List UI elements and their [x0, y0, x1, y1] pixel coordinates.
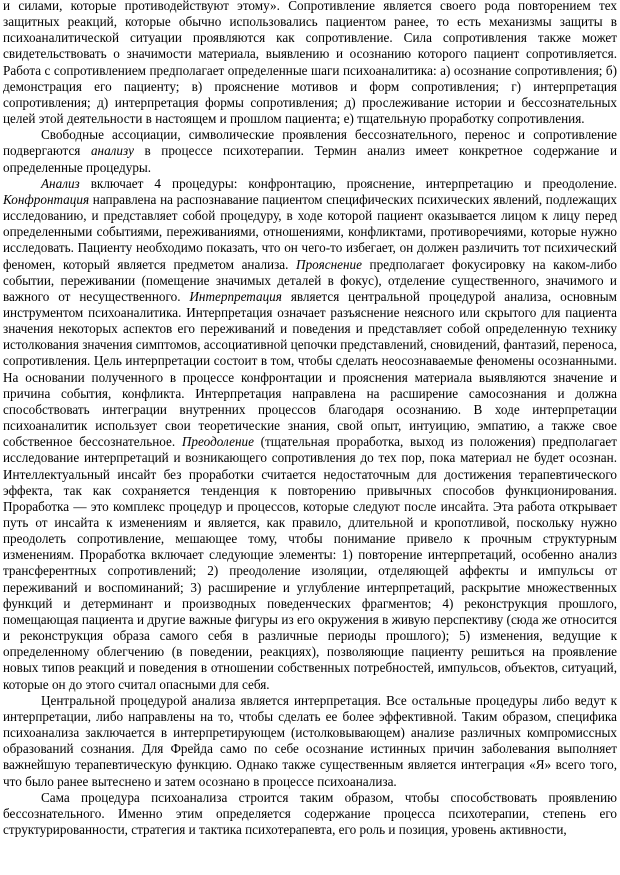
- term-confrontation: Конфронтация: [3, 191, 90, 207]
- text-segment: направлена на распознавание пациентом специфических психических явлений, подлежащих исследованию, и представляет собой процедуру, в ходе которой пациент оказывается лицом к лицу перед определенными событиями, переживаниями, отношениями, конфликтами, противоречиями, которые нужно исследовать. Пациенту необходимо показать, что он чего-то избегает, он должен различить тот психический феномен, который является предметом анализа.: [3, 191, 617, 272]
- paragraph-central-procedure: [3, 693, 617, 790]
- term-interpretation: Интерпретация: [189, 288, 282, 304]
- term-analysis: Анализ: [41, 175, 80, 191]
- text-segment: Свободные ассоциации, символические проявления бессознательного, перенос и сопротивление подвергаются: [3, 127, 617, 159]
- document-page: [3, 0, 617, 838]
- text-segment: предполагает фокусировку на каком-либо событии, переживании (помещение значимых деталей в фокус), отделение существенного, значимого и важного от несущественного.: [3, 256, 617, 304]
- text-segment: включает 4 процедуры: конфронтацию, прояснение, интерпретацию и преодоление.: [79, 175, 617, 191]
- paragraph-resistance-work: [3, 0, 617, 127]
- text-segment: и силами, которые противодействуют этому». Сопротивление является своего рода повторением тех защитных реакций, которые обычно использовались пациентом ранее, то есть механизмы защиты в психоаналитической ситуации проявляются как сопротивление. Сила сопротивления также может свидетельствовать о значимости материала, выявлению и осознанию которого пациент сопротивляется. Работа с сопротивлением предполагает определенные шаги психоаналитика: а) осознание сопротивления; б) демонстрация его пациенту; в) прояснение мотивов и форм сопротивления; г) интерпретация сопротивления; д) интерпретация формы сопротивления; д) прослеживание истории и бессознательных целей этой деятельности в настоящем и прошлом пациента; е) тщательную проработку сопротивления.: [3, 0, 617, 127]
- term-working-through: Преодоление: [181, 434, 254, 450]
- text-segment: Центральной процедурой анализа является интерпретация. Все остальные процедуры либо ведут к интерпретации, либо направлены на то, чтобы сделать ее более эффективной. Таким образом, специфика психоанализа заключается в интерпретирующем (истолковывающем) анализе различных компромиссных образований сознания. Для Фрейда само по себе осознание истинных причин заболевания выполняет важнейшую терапевтическую функцию. Однако также существенным является интеграция «Я» всего того, что было ранее вытеснено и затем осознано в процессе психоанализа.: [3, 692, 617, 789]
- paragraph-procedure-structure: [3, 790, 617, 838]
- term-clarification: Прояснение: [296, 256, 362, 272]
- text-segment: (тщательная проработка, выход из положения) предполагает исследование интерпретаций и возникающего сопротивления до тех пор, пока материал не будет осознан. Интеллектуальный инсайт без проработки считается недостаточным для достижения терапевтического эффекта, так как сохраняется тенденция к повторению привычных способов функционирования. Проработка — это комплекс процедур и процессов, которые следуют после инсайта. Эта работа открывает путь от инсайта к изменениям и является, как правило, длительной и кропотливой, поскольку нужно преодолеть сопротивление, мешающее тому, чтобы понимание привело к прочным структурным изменениям. Проработка включает следующие элементы: 1) повторение интерпретаций, особенно анализ трансферентных сопротивлений; 2) преодоление изоляции, отделяющей аффекты и импульсы от переживаний и воспоминаний; 3) расширение и углубление интерпретаций, раскрытие множественных функций и детерминант и производных поведенческих фрагментов; 4) реконструкция прошлого, помещающая пациента и другие важные фигуры из его окружения в живую перспективу (сюда же относится и реконструкция образа самого себя в различные периоды прошлого); 5) изменения, ведущие к определенному облегчению (в поведении, реакциях), позволяющие пациенту решиться на проявление новых типов реакций и поведения в отношении собственных потребностей, импульсов, объектов, ситуаций, которые он до этого считал опасными для себя.: [3, 434, 617, 692]
- paragraph-analysis-intro: [3, 127, 617, 175]
- text-segment: является центральной процедурой анализа, основным инструментом психоаналитика. Интерпретация означает разъяснение неясного или скрытого для пациента значения некоторых аспектов его переживаний и поведения и представляет собой определенную технику истолкования значения симптомов, ассоциативной цепочки представлений, сновидений, фантазий, переноса, сопротивления. Цель интерпретации состоит в том, чтобы сделать неосознаваемые феномены осознанными. На основании полученного в процессе конфронтации и прояснения материала выявляются значение и причина события, конфликта. Интерпретация направлена на расширение самосознания и должна способствовать интеграции внутренних процессов благодаря осознанию. В ходе интерпретации психоаналитик использует свои теоретические знания, свой опыт, интуицию, эмпатию, а также свое собственное бессознательное.: [3, 288, 617, 450]
- text-segment: Сама процедура психоанализа строится таким образом, чтобы способствовать проявлению бессознательного. Именно этим определяется содержание процесса психотерапии, степень его структурированности, стратегия и тактика психотерапевта, его роль и позиция, уровень активности,: [3, 789, 617, 837]
- paragraph-analysis-procedures: [3, 176, 617, 693]
- term-analysis: анализу: [90, 143, 134, 159]
- text-segment: в процессе психотерапии. Термин анализ имеет конкретное содержание и определенные процедуры.: [3, 143, 617, 175]
